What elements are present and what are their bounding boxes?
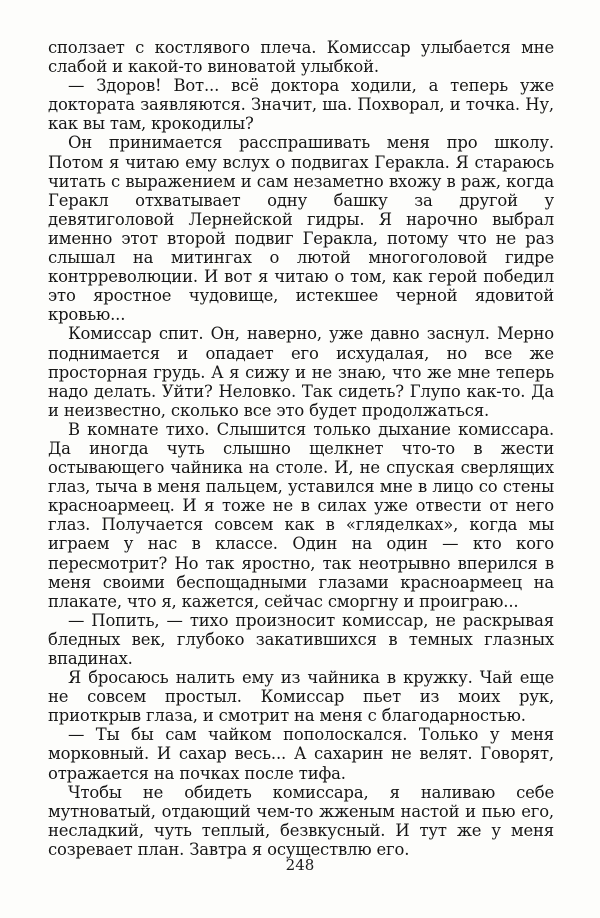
paragraph: В комнате тихо. Слышится только дыхание комиссара. Да иногда чуть слышно щелкнет что-то в жести остывающего чайника на столе. И, не спуская сверлящих глаз, тыча в меня пальцем, уставился мне в лицо со стены красноармеец. И я тоже не в силах уже отвести от него глаз. Получается совсем как в «гляделках», когда мы играем у нас в классе. Один на один — кто кого пересмотрит? Но так яростно, так неотрывно вперился в меня своими беспощадными глазами красноармеец на плакате, что я, кажется, сейчас сморгну и проиграю... — [48, 419, 554, 611]
paragraph: Он принимается расспрашивать меня про школу. Потом я читаю ему вслух о подвигах Геракла. Я стараюсь читать с выражением и сам незаметно вхожу в раж, когда Геракл отхватывает одну башку за другой у девятиголовой Лернейской гидры. Я нарочно выбрал именно этот второй подвиг Геракла, потому что не раз слышал на митингах о лютой многоголовой гидре контрреволюции. И вот я читаю о том, как герой победил это яростное чудовище, истекшее черной ядовитой кровью... — [48, 133, 554, 325]
paragraph: — Попить, — тихо произносит комиссар, не раскрывая бледных век, глубоко закатившихся в темных глазных впадинах. — [48, 610, 554, 668]
paragraph: Комиссар спит. Он, наверно, уже давно заснул. Мерно поднимается и опадает его исхудалая, но все же просторная грудь. А я сижу и не знаю, что же мне теперь надо делать. Уйти? Неловко. Так сидеть? Глупо как-то. Да и неизвестно, сколько все это будет продолжаться. — [48, 324, 554, 420]
paragraph: — Здоров! Вот... всё доктора ходили, а теперь уже доктората заявляются. Значит, ша. Похворал, и точка. Ну, как вы там, крокодилы? — [48, 76, 554, 134]
paragraph: сползает с костлявого плеча. Комиссар улыбается мне слабой и какой-то виноватой улыбкой. — [48, 38, 554, 77]
page-number: 248 — [285, 856, 315, 874]
paragraph: Чтобы не обидеть комиссара, я наливаю себе мутноватый, отдающий чем-то жженым настой и пью его, несладкий, чуть теплый, безвкусный. И тут же у меня созревает план. Завтра я осуществлю его. — [48, 782, 554, 859]
body-text — [48, 38, 554, 859]
paragraph: — Ты бы сам чайком пополоскался. Только у меня морковный. И сахар весь... А сахарин не велят. Говорят, отражается на почках после тифа. — [48, 725, 554, 783]
paragraph: Я бросаюсь налить ему из чайника в кружку. Чай еще не совсем простыл. Комиссар пьет из моих рук, приоткрыв глаза, и смотрит на меня с благодарностью. — [48, 668, 554, 726]
